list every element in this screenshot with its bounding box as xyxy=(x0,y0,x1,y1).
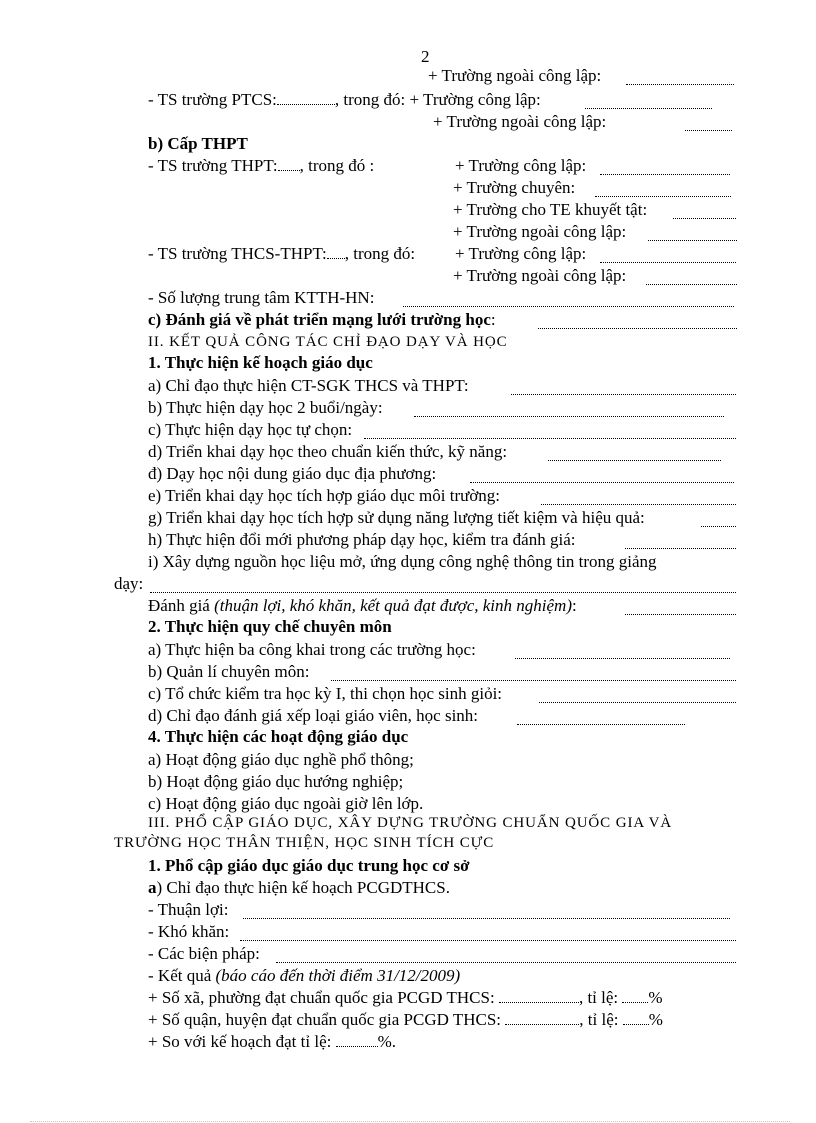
fill-thpt-khuyet-tat xyxy=(673,217,736,219)
ngoai-cong-lap-line-2 xyxy=(433,112,606,133)
ii-s2-item-a: a) Thực hiện ba công khai trong các trường học: xyxy=(148,640,476,659)
fill-ii-s2-d xyxy=(517,723,685,725)
iii-item-a xyxy=(148,878,450,899)
fill-xa-phuong-count xyxy=(499,988,579,1003)
ii-s1-heading: 1. Thực hiện kế hoạch giáo dục xyxy=(148,353,373,372)
fill-ii-s1-a xyxy=(511,393,736,395)
thcs-thpt-trong-do: , trong đó: xyxy=(344,244,416,263)
xa-phuong-line xyxy=(148,988,663,1009)
danh-gia-note: (thuận lợi, khó khăn, kết quả đạt được, kinh nghiệm) xyxy=(214,596,572,615)
part-iii-heading-line2: TRƯỜNG HỌC THÂN THIỆN, HỌC SINH TÍCH CỰC xyxy=(114,835,495,851)
thpt-khuyet-tat: + Trường cho TE khuyết tật: xyxy=(453,200,648,219)
ti-le-label-1: , tỉ lệ: xyxy=(578,988,619,1007)
percent-2: % xyxy=(648,1010,663,1029)
ket-qua-note: (báo cáo đến thời điểm 31/12/2009) xyxy=(215,966,461,985)
ii-s1-item-g: g) Triển khai dạy học tích hợp sử dụng năng lượng tiết kiệm và hiệu quả: xyxy=(148,508,645,527)
iii-s1-heading: 1. Phổ cập giáo dục giáo dục trung học cơ sở xyxy=(148,856,470,875)
thcs-thpt-label: - TS trường THCS-THPT: xyxy=(148,244,327,263)
fill-thcs-thpt-cong-lap xyxy=(600,261,736,263)
thuan-loi-line: - Thuận lợi: xyxy=(148,900,229,919)
label: + Trường ngoài công lập: xyxy=(433,112,607,131)
section-c-heading xyxy=(148,310,496,331)
fill-section-c xyxy=(538,327,737,329)
fill-ii-s1-g xyxy=(701,525,736,527)
fill-ii-s1-c xyxy=(364,437,736,439)
ii-s1-item-e: e) Triển khai dạy học tích hợp giáo dục môi trường: xyxy=(148,486,501,505)
section-b-heading: b) Cấp THPT xyxy=(148,134,248,153)
ktth-hn-line: - Số lượng trung tâm KTTH-HN: xyxy=(148,288,375,307)
fill-ii-s2-b xyxy=(331,679,736,681)
ii-s2-item-c: c) Tổ chức kiểm tra học kỳ I, thi chọn học sinh giỏi: xyxy=(148,684,503,703)
fill-ptcs-count xyxy=(277,90,335,105)
page-number: 2 xyxy=(421,47,430,66)
xa-phuong-label: + Số xã, phường đạt chuẩn quốc gia PCGD THCS: xyxy=(148,988,495,1007)
thpt-line xyxy=(148,156,374,177)
thcs-thpt-ngoai-cong-lap: + Trường ngoài công lập: xyxy=(453,266,627,285)
thpt-label: - TS trường THPT: xyxy=(148,156,278,175)
part-iii-heading-line1: III. PHỔ CẬP GIÁO DỤC, XÂY DỰNG TRƯỜNG CHUẨN QUỐC GIA VÀ xyxy=(148,815,673,831)
fill-ii-s1-e xyxy=(541,503,736,505)
heading-text: c) Đánh giá về phát triển mạng lưới trường học xyxy=(148,310,491,329)
thcs-thpt-cong-lap: + Trường công lập: xyxy=(455,244,587,263)
thpt-cong-lap: + Trường công lập: xyxy=(455,156,587,175)
fill-ii-s1-i xyxy=(150,591,736,593)
fill-thuan-loi xyxy=(243,917,730,919)
ptcs-trong-do: , trong đó: + Trường công lập: xyxy=(334,90,541,109)
fill-quan-huyen-ratio xyxy=(623,1010,649,1025)
fill-ii-s1-dd xyxy=(470,481,734,483)
kho-khan-line: - Khó khăn: xyxy=(148,922,230,941)
item-a-prefix: a xyxy=(148,878,157,897)
thpt-chuyen: + Trường chuyên: xyxy=(453,178,576,197)
fill-so-voi-ratio xyxy=(336,1032,378,1047)
fill-ngoai-cong-lap-1 xyxy=(626,83,734,85)
fill-bien-phap xyxy=(276,961,736,963)
heading-colon: : xyxy=(490,310,496,329)
fill-kho-khan xyxy=(240,939,736,941)
fill-danh-gia xyxy=(625,613,736,615)
ti-le-label-2: , tỉ lệ: xyxy=(579,1010,619,1029)
fill-quan-huyen-count xyxy=(505,1010,579,1025)
ii-s1-item-c: c) Thực hiện dạy học tự chọn: xyxy=(148,420,353,439)
ii-s2-item-b: b) Quản lí chuyên môn: xyxy=(148,662,310,681)
ngoai-cong-lap-line-1 xyxy=(428,66,601,87)
ii-s1-item-i-line1: i) Xây dựng nguồn học liệu mở, ứng dụng công nghệ thông tin trong giảng xyxy=(148,552,657,571)
ii-s1-item-dd: đ) Dạy học nội dung giáo dục địa phương: xyxy=(148,464,437,483)
fill-ptcs-cong-lap xyxy=(585,107,712,109)
ptcs-label: - TS trường PTCS: xyxy=(148,90,277,109)
ii-s4-item-b: b) Hoạt động giáo dục hướng nghiệp; xyxy=(148,772,404,791)
fill-xa-phuong-ratio xyxy=(622,988,648,1003)
part-ii-heading: II. KẾT QUẢ CÔNG TÁC CHỈ ĐẠO DẠY VÀ HỌC xyxy=(148,334,508,350)
ii-s4-item-c: c) Hoạt động giáo dục ngoài giờ lên lớp. xyxy=(148,794,424,813)
ii-s4-heading: 4. Thực hiện các hoạt động giáo dục xyxy=(148,727,409,746)
ii-s2-item-d: d) Chỉ đạo đánh giá xếp loại giáo viên, học sinh: xyxy=(148,706,479,725)
fill-ii-s1-h xyxy=(625,547,736,549)
fill-thpt-ngoai-cong-lap xyxy=(648,239,737,241)
label: + Trường ngoài công lập: xyxy=(428,66,602,85)
fill-thpt-chuyen xyxy=(595,195,731,197)
ii-s1-item-b: b) Thực hiện dạy học 2 buổi/ngày: xyxy=(148,398,383,417)
fill-ii-s1-b xyxy=(414,415,724,417)
item-a-text: ) Chỉ đạo thực hiện kế hoạch PCGDTHCS. xyxy=(156,878,450,897)
ii-s1-item-h: h) Thực hiện đổi mới phương pháp dạy học, kiểm tra đánh giá: xyxy=(148,530,576,549)
fill-ii-s1-d xyxy=(548,459,721,461)
bien-phap-line: - Các biện pháp: xyxy=(148,944,260,963)
danh-gia-line xyxy=(148,596,577,617)
fill-ktth-hn xyxy=(403,305,734,307)
ii-s2-heading: 2. Thực hiện quy chế chuyên môn xyxy=(148,617,392,636)
percent-1: % xyxy=(648,988,663,1007)
ii-s1-item-a: a) Chỉ đạo thực hiện CT-SGK THCS và THPT: xyxy=(148,376,469,395)
fill-ii-s2-c xyxy=(539,701,736,703)
ket-qua-line xyxy=(148,966,460,987)
fill-thpt-cong-lap xyxy=(600,173,730,175)
thcs-thpt-line xyxy=(148,244,415,265)
percent-end: %. xyxy=(377,1032,397,1051)
page-bottom-rule xyxy=(30,1121,790,1122)
ii-s1-item-d: d) Triển khai dạy học theo chuẩn kiến thức, kỹ năng: xyxy=(148,442,508,461)
danh-gia-colon: : xyxy=(572,596,577,615)
quan-huyen-label: + Số quận, huyện đạt chuẩn quốc gia PCGD THCS: xyxy=(148,1010,502,1029)
ii-s4-item-a: a) Hoạt động giáo dục nghề phổ thông; xyxy=(148,750,414,769)
fill-thcs-thpt-ngoai-cong-lap xyxy=(646,283,737,285)
ii-s1-item-i-line2: dạy: xyxy=(114,574,144,593)
so-voi-line xyxy=(148,1032,396,1053)
quan-huyen-line xyxy=(148,1010,663,1031)
thpt-ngoai-cong-lap: + Trường ngoài công lập: xyxy=(453,222,627,241)
danh-gia-label: Đánh giá xyxy=(148,596,210,615)
ptcs-line xyxy=(148,90,541,111)
ket-qua-label: - Kết quả xyxy=(148,966,212,985)
fill-ii-s2-a xyxy=(515,657,730,659)
fill-thcs-thpt-count xyxy=(327,244,345,259)
fill-thpt-count xyxy=(278,156,300,171)
fill-ngoai-cong-lap-2 xyxy=(685,129,732,131)
so-voi-label: + So với kế hoạch đạt tỉ lệ: xyxy=(148,1032,332,1051)
thpt-trong-do: , trong đó : xyxy=(299,156,375,175)
